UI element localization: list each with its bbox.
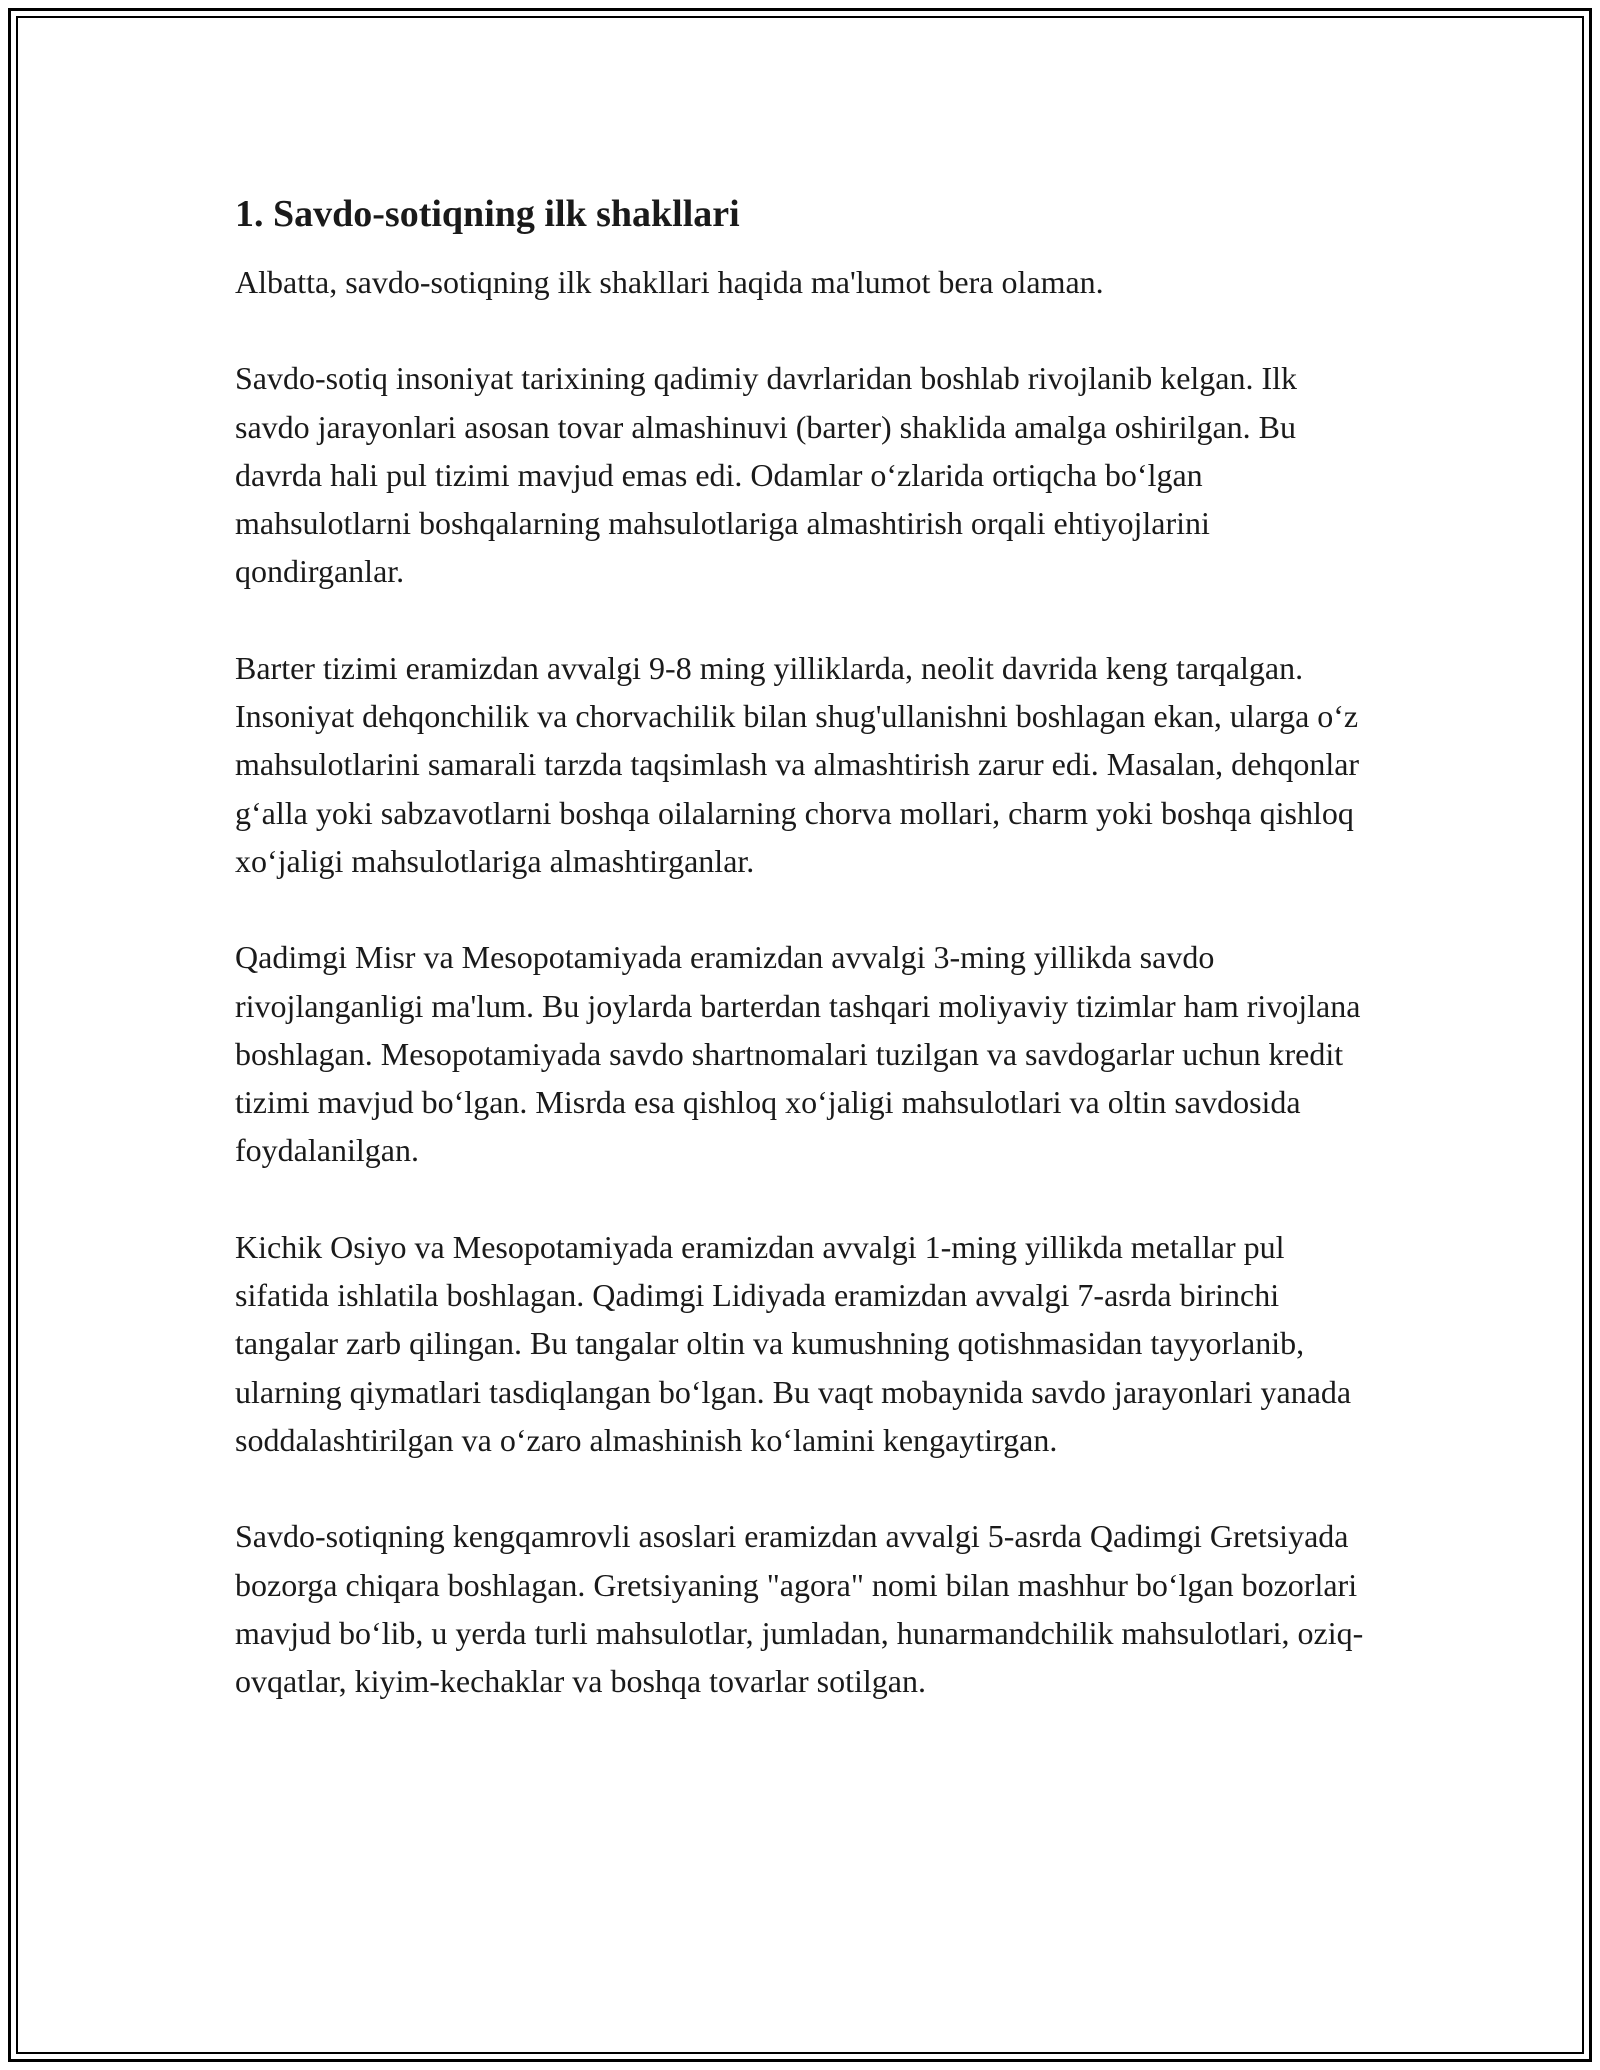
paragraph-barter-origins: Savdo-sotiq insoniyat tarixining qadimiy davrlaridan boshlab rivojlanib kelgan. Ilk savdo jarayonlari asosan tovar almashinuvi (barter) shaklida amalga oshirilgan. Bu davrda hali pul tizimi mavjud emas edi. Odamlar o‘zlarida ortiqcha bo‘lgan mahsulotlarni boshqalarning mahsulotlariga almashtirish orqali ehtiyojlarini qondirganlar. — [235, 360, 1298, 590]
paragraph-intro: Albatta, savdo-sotiqning ilk shakllari haqida ma'lumot bera olaman. — [235, 264, 1104, 300]
paragraph-greece-agora: Savdo-sotiqning kengqamrovli asoslari eramizdan avvalgi 5-asrda Qadimgi Gretsiyada bozorga chiqara boshlagan. Gretsiyaning "agora" nomi bilan mashhur bo‘lgan bozorlari mavjud bo‘lib, u yerda turli mahsulotlar, jumladan, hunarmandchilik mahsulotlari, oziq-ovqatlar, kiyim-kechaklar va boshqa tovarlar sotilgan. — [235, 1518, 1364, 1700]
paragraph-egypt-mesopotamia: Qadimgi Misr va Mesopotamiyada eramizdan avvalgi 3-ming yillikda savdo rivojlanganligi ma'lum. Bu joylarda barterdan tashqari moliyaviy tizimlar ham rivojlana boshlagan. Mesopotamiyada savdo shartnomalari tuzilgan va savdogarlar uchun kredit tizimi mavjud bo‘lgan. Misrda esa qishloq xo‘jaligi mahsulotlari va oltin savdosida foydalanilgan. — [235, 939, 1361, 1169]
paragraph-lydia-coins: Kichik Osiyo va Mesopotamiyada eramizdan avvalgi 1-ming yillikda metallar pul sifatida ishlatila boshlagan. Qadimgi Lidiyada eramizdan avvalgi 7-asrda birinchi tangalar zarb qilingan. Bu tangalar oltin va kumushning qotishmasidan tayyorlanib, ularning qiymatlari tasdiqlangan bo‘lgan. Bu vaqt mobaynida savdo jarayonlari yanada soddalashtirilgan va o‘zaro almashinish ko‘lamini kengaytirgan. — [235, 1228, 1352, 1458]
section-heading: 1. Savdo-sotiqning ilk shakllari — [235, 193, 740, 235]
paragraph-barter-neolithic: Barter tizimi eramizdan avvalgi 9-8 ming yilliklarda, neolit davrida keng tarqalgan. Insoniyat dehqonchilik va chorvachilik bilan shug'ullanishni boshlagan ekan, ularga o‘z mahsulotlarini samarali tarzda taqsimlash va almashtirish zarur edi. Masalan, dehqonlar g‘alla yoki sabzavotlarni boshqa oilalarning chorva mollari, charm yoki boshqa qishloq xo‘jaligi mahsulotlariga almashtirganlar. — [235, 649, 1360, 879]
document-body — [235, 190, 1365, 1753]
